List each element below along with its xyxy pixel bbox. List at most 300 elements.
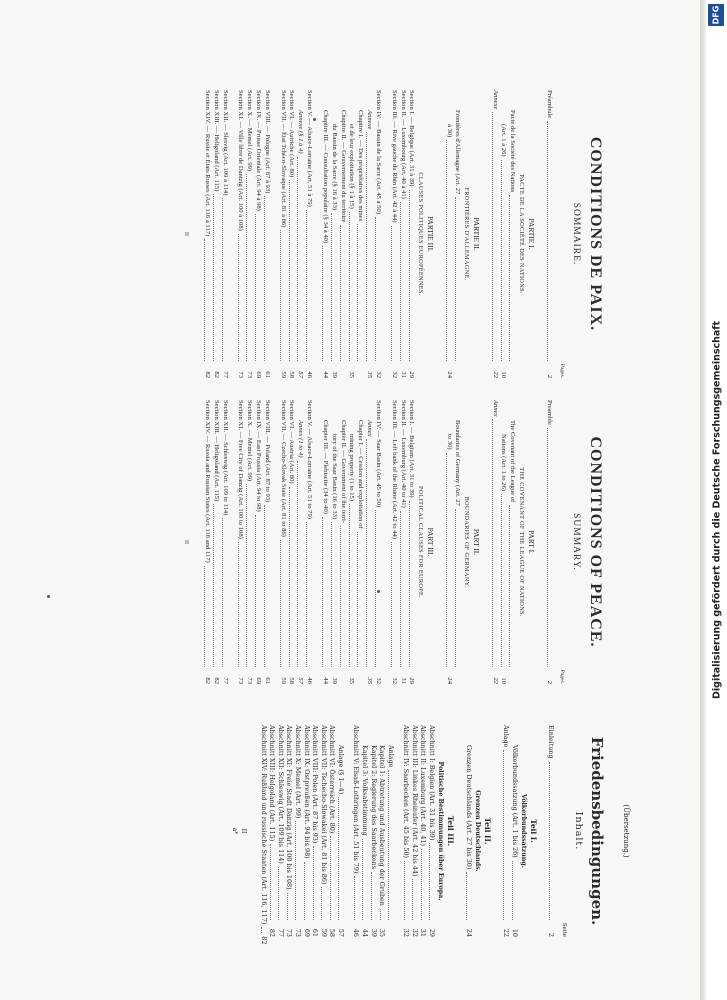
toc-entry-label: Einleitung: [547, 725, 556, 759]
toc-entry: [278, 400, 287, 684]
toc-entry-page: 29: [408, 371, 416, 378]
toc-entry-label: The Covenant of the League of: [509, 420, 517, 503]
toc-entry-label: Section VI. — Austria (Art. 80): [288, 400, 296, 484]
english-title: CONDITIONS OF PEACE.: [587, 436, 604, 648]
toc-entry-page: 31: [399, 677, 407, 684]
german-toc: [259, 725, 556, 945]
toc-entry-page: 82: [268, 928, 277, 937]
english-pages-label: Pages.: [558, 669, 565, 684]
dot-leader: [295, 821, 296, 920]
part-heading: Teil II.: [483, 817, 493, 845]
toc-entry-label: Abschnitt VI: Österreich (Art. 80): [328, 725, 337, 834]
toc-entry-label: mining property (1 to 15): [348, 434, 356, 502]
toc-entry-label: Abschnitt I: Belgien (Art. 31 bis 39): [428, 725, 437, 841]
toc-entry-page: 39: [330, 677, 338, 684]
toc-entry-label: Section X. — Memel (Art. 99): [246, 90, 254, 172]
toc-entry-page: 35: [348, 677, 356, 684]
toc-entry-page: 46: [352, 928, 361, 937]
part-subheading: POLITICAL CLAUSES FOR EUROPE.: [416, 485, 424, 599]
toc-entry: [296, 90, 305, 378]
toc-entry: [320, 90, 329, 378]
dot-leader: [338, 797, 339, 920]
part-heading: PARTIE II.: [471, 217, 481, 251]
toc-entry-label: Section VIII. — Poland (Art. 87 to 93): [263, 400, 271, 503]
dot-leader: [261, 927, 262, 933]
dot-leader: [357, 532, 358, 667]
dot-leader: [349, 504, 350, 667]
part-heading: PART III.: [425, 527, 435, 557]
toc-entry-page: 61: [263, 677, 271, 684]
dot-leader: [455, 509, 456, 667]
toc-entry-page: 31: [419, 928, 428, 937]
dot-leader: [331, 522, 332, 667]
toc-entry-label: Abschnitt IX: Ostpreußen (Art. 94 bis 98): [302, 725, 311, 859]
dot-leader: [429, 843, 430, 920]
toc-entry-page: 44: [321, 371, 329, 378]
toc-entry: [499, 90, 508, 378]
toc-entry-label: Kapitel 1: Abtretung und Ausbeutung der Gruben: [378, 745, 387, 906]
toc-entry-label: to 30): [445, 434, 453, 450]
toc-entry-label: Section I. — Belgium (Art. 31 to 39): [408, 400, 416, 498]
toc-entry: [293, 725, 302, 937]
dot-leader: [306, 210, 307, 361]
toc-entry: [276, 725, 285, 937]
toc-entry-label: Section XIV. — Russia and Russian States (Art. 116 and 117): [203, 400, 211, 563]
toc-entry-page: 58: [328, 928, 337, 937]
toc-entry-page: 32: [410, 928, 419, 937]
toc-entry: [259, 725, 268, 945]
toc-entry: [444, 400, 453, 684]
toc-entry-page: 44: [321, 677, 329, 684]
dot-leader: [222, 518, 223, 667]
toc-entry-page: 2: [546, 680, 554, 684]
toc-entry: [510, 725, 519, 937]
toc-entry-page: 32: [374, 371, 382, 378]
toc-entry-page: 73: [285, 928, 294, 937]
toc-entry: [453, 400, 462, 684]
toc-entry: [453, 90, 462, 378]
toc-entry-label: Section VII. — État Tchéco-Slovaque (Art. 81 à 86): [279, 90, 287, 228]
toc-entry-label: Chapter I. — Cession and exploitation of: [357, 420, 365, 529]
toc-entry-label: Section XIV. — Russie et États Russes (Art. 116 à 117): [203, 90, 211, 237]
dot-leader: [366, 439, 367, 667]
dot-leader: [213, 504, 214, 667]
toc-entry-label: (Art. 1 à 26): [500, 124, 508, 157]
toc-entry: [244, 400, 253, 684]
toc-entry-page: 73: [293, 928, 302, 937]
toc-entry-label: Section X. — Memel (Art. 99): [246, 400, 254, 482]
toc-entry-label: Abschnitt XIV: Rußland und russische Staaten (Art. 116, 117): [259, 725, 268, 925]
toc-entry-page: 22: [491, 371, 499, 378]
toc-entry-page: 46: [306, 677, 314, 684]
dot-leader: [340, 526, 341, 667]
german-subtitle: Inhalt.: [572, 811, 584, 851]
french-summary-column: [182, 90, 612, 378]
toc-entry: [501, 725, 510, 937]
toc-entry-label: Anlage: [386, 745, 395, 768]
toc-entry-page: 73: [246, 371, 254, 378]
toc-entry: [211, 400, 220, 684]
toc-entry-page: 57: [297, 371, 305, 378]
german-signature-mark: a*: [231, 827, 239, 835]
toc-entry: [287, 90, 296, 378]
side-banner-text: Digitalisierung gefördert durch die Deutsche Forschungsgemeinschaft: [711, 321, 723, 699]
toc-entry: [329, 400, 338, 684]
toc-entry: [253, 400, 262, 684]
toc-entry-label: et de leur exploitation (§ 1 à 15): [348, 124, 356, 209]
toc-entry: [304, 400, 313, 684]
toc-entry-page: 59: [319, 928, 328, 937]
toc-entry: [236, 400, 245, 684]
toc-entry-page: 39: [330, 371, 338, 378]
dot-leader: [313, 846, 314, 920]
german-summary-column: [230, 725, 630, 945]
german-heading-note: (Übersetzung.): [622, 804, 630, 858]
scan-speck: [377, 590, 380, 593]
toc-entry-label: Section VII. — Czecho-Slovak State (Art. 81 to 86): [279, 400, 287, 537]
dot-leader: [512, 861, 513, 920]
toc-entry-page: 73: [237, 677, 245, 684]
toc-entry-label: Annex: [491, 400, 499, 417]
toc-entry-label: Frontières d'Allemagne (Art. 27: [454, 110, 462, 195]
toc-entry: [220, 90, 229, 378]
toc-entry-page: 32: [374, 677, 382, 684]
toc-entry: [338, 90, 347, 378]
dot-leader: [289, 487, 290, 667]
toc-entry-label: Abschnitt VIII: Polen (Art. 87 bis 93): [311, 725, 320, 844]
part-heading: PART II.: [471, 528, 481, 556]
dot-leader: [366, 132, 367, 361]
toc-entry-page: 22: [491, 677, 499, 684]
french-subtitle: SOMMAIRE.: [570, 202, 581, 266]
toc-entry: [220, 400, 229, 684]
toc-entry-label: Annexe: [366, 110, 374, 130]
english-toc: [202, 400, 553, 684]
toc-entry-label: Section XIII. — Heligoland (Art. 115): [212, 90, 220, 192]
dot-leader: [492, 112, 493, 361]
toc-entry-page: 24: [445, 371, 453, 378]
toc-entry-label: Abschnitt XIII: Helgoland (Art. 115): [268, 725, 277, 842]
toc-entry-page: 73: [246, 677, 254, 684]
toc-entry-label: Section III. — Left bank of the Rhine (Art. 42 to 44): [390, 400, 398, 539]
toc-entry: [236, 90, 245, 378]
toc-entry-page: 32: [390, 677, 398, 684]
toc-entry: [355, 90, 364, 378]
french-pages-label: Pages.: [558, 363, 565, 378]
dot-leader: [238, 234, 239, 361]
toc-entry-page: 61: [311, 928, 320, 937]
toc-entry-label: Section V. — Alsace-Lorraine (Art. 51 to 79): [306, 400, 314, 519]
dot-leader: [280, 230, 281, 361]
toc-entry: [444, 90, 453, 378]
toc-entry: [304, 90, 313, 378]
toc-entry-page: 24: [445, 677, 453, 684]
toc-entry: [386, 725, 395, 937]
toc-entry-page: 61: [263, 371, 271, 378]
toc-entry-page: 35: [366, 371, 374, 378]
toc-entry-label: Boundaries of Germany (Art. 27: [454, 420, 462, 506]
dot-leader: [222, 198, 223, 361]
toc-entry-page: 69: [255, 677, 263, 684]
toc-entry-page: 10: [500, 371, 508, 378]
dot-leader: [547, 428, 548, 667]
toc-entry: [407, 400, 416, 684]
toc-entry: [268, 725, 277, 937]
toc-entry: [373, 400, 382, 684]
dot-leader: [280, 540, 281, 667]
part-subheading: Völkerbundssatzung.: [519, 794, 527, 868]
german-title: Friedensbedingungen.: [587, 736, 606, 926]
part-subheading: BOUNDARIES OF GERMANY.: [462, 496, 470, 588]
toc-entry-page: 57: [336, 928, 345, 937]
toc-entry-label: Anlage (§ 1—4): [336, 745, 345, 795]
dot-leader: [409, 501, 410, 667]
toc-entry-label: Abschnitt XI: Freie Stadt Danzig (Art. 100 bis 108): [285, 725, 294, 890]
toc-entry-label: Kapitel 3: Volksabstimmung: [361, 745, 370, 836]
toc-entry-label: Chapitre III. — Consultation populaire (§ 34 à 40): [321, 110, 329, 244]
dot-leader: [404, 861, 405, 920]
toc-entry-label: Kapitel 2: Regierung des Saarbeckens: [369, 745, 378, 870]
toc-entry-page: 58: [288, 371, 296, 378]
dot-leader: [238, 542, 239, 667]
scan-speck: [313, 118, 316, 121]
toc-entry-page: 82: [212, 371, 220, 378]
dot-leader: [400, 511, 401, 667]
toc-entry-label: Section IX. — Prusse Orientale (Art. 94 à 98): [255, 90, 263, 211]
scan-speck: [47, 595, 50, 598]
toc-entry-page: 35: [378, 928, 387, 937]
toc-entry: [398, 90, 407, 378]
dot-leader: [298, 157, 299, 361]
toc-entry-label: Section IV. — Saar Basin (Art. 45 to 50): [374, 400, 382, 508]
toc-entry-label: à 30): [445, 124, 453, 138]
german-pages-label: Seite: [560, 922, 567, 937]
toc-entry: [507, 90, 516, 378]
part-subheading: Grenzen Deutschlands.: [474, 790, 482, 872]
part-subheading: FRONTIÈRES D'ALLEMAGNE.: [462, 187, 470, 281]
toc-entry-label: Section IV. — Bassin de la Sarre (Art. 45 à 50): [374, 90, 382, 215]
toc-entry-page: 32: [402, 928, 411, 937]
toc-entry: [338, 400, 347, 684]
part-heading: PART I.: [526, 530, 536, 554]
dot-leader: [322, 246, 323, 361]
toc-entry-label: Section II. — Luxemburg (Art. 40 to 41): [399, 400, 407, 508]
toc-entry-label: Section II. — Luxembourg (Art. 40 à 41): [399, 90, 407, 199]
toc-entry-label: Section IX. — East Prussia (Art. 94 to 98): [255, 400, 263, 512]
dot-leader: [446, 140, 447, 361]
dot-leader: [391, 542, 392, 667]
dot-leader: [264, 196, 265, 361]
dot-leader: [306, 522, 307, 667]
toc-entry: [262, 90, 271, 378]
toc-entry-label: Abschnitt XII: Schleswig (Art. 109 bis 114): [276, 725, 285, 864]
toc-entry-label: Abschnitt IV: Saarbecken (Art. 45 bis 50): [402, 725, 411, 859]
toc-entry-label: Section XII. — Slesvig (Art. 109 à 114): [221, 90, 229, 196]
toc-entry: [328, 725, 337, 937]
toc-entry: [507, 400, 516, 684]
toc-entry-page: 59: [279, 677, 287, 684]
toc-entry-label: Section XIII. — Heligoland (Art. 115): [212, 400, 220, 502]
toc-entry: [202, 90, 211, 378]
part-subheading: THE COVENANT OF THE LEAGUE OF NATIONS.: [517, 467, 525, 617]
toc-entry-label: Abschnitt X: Memel (Art. 99): [293, 725, 302, 819]
toc-entry-page: 77: [221, 371, 229, 378]
toc-entry-page: 35: [348, 371, 356, 378]
dot-leader: [388, 770, 389, 920]
dot-leader: [501, 494, 502, 667]
dot-leader: [246, 174, 247, 361]
part-heading: PARTIE III.: [425, 216, 435, 252]
toc-entry: [320, 400, 329, 684]
toc-entry: [389, 90, 398, 378]
dot-leader: [304, 862, 305, 920]
french-toc: [202, 90, 553, 378]
toc-entry: [211, 90, 220, 378]
part-heading: PARTIE I.: [526, 218, 536, 250]
dot-leader: [331, 213, 332, 361]
toc-entry-page: 39: [369, 928, 378, 937]
dot-leader: [289, 180, 290, 361]
toc-entry: [545, 400, 554, 684]
toc-entry-page: 10: [510, 928, 519, 937]
toc-entry: [347, 90, 356, 378]
toc-entry-label: Préambule: [546, 90, 554, 119]
toc-entry-label: Anlage: [501, 725, 510, 748]
toc-entry: [329, 90, 338, 378]
toc-entry: [499, 400, 508, 684]
toc-entry-page: 69: [302, 928, 311, 937]
toc-entry: [336, 725, 345, 937]
toc-entry: [378, 725, 387, 937]
toc-entry-label: du Bassin de la Sarre (§ 16 à 33): [330, 124, 338, 211]
dot-leader: [501, 160, 502, 361]
toc-entry-page: 10: [500, 677, 508, 684]
toc-entry-page: 46: [306, 371, 314, 378]
toc-entry-label: Pacte de la Société des Nations: [509, 110, 517, 193]
dot-leader: [409, 190, 410, 361]
toc-entry: [364, 90, 373, 378]
toc-entry-page: 31: [399, 371, 407, 378]
dot-leader: [204, 566, 205, 667]
toc-entry-page: 2: [546, 374, 554, 378]
dot-leader: [421, 849, 422, 920]
dfg-logo-icon: [708, 4, 724, 26]
toc-entry-label: Annex: [366, 420, 374, 437]
dot-leader: [549, 762, 550, 920]
toc-entry-label: Annexe: [491, 90, 499, 110]
toc-entry-label: Section V. — Alsace-Lorraine (Art. 51 à 79): [306, 90, 314, 207]
toc-entry-page: 82: [203, 371, 211, 378]
toc-entry-label: Abschnitt II: Luxemburg (Art. 40, 41): [419, 725, 428, 847]
dot-leader: [371, 872, 372, 920]
dot-leader: [466, 872, 467, 920]
dot-leader: [400, 202, 401, 361]
toc-entry-label: Annex (1 to 4): [297, 420, 305, 458]
german-footer: II: [240, 828, 248, 834]
toc-entry: [364, 400, 373, 684]
part-heading: Teil I.: [528, 819, 538, 843]
toc-entry: [490, 90, 499, 378]
toc-entry: [296, 400, 305, 684]
dot-leader: [509, 505, 510, 667]
dot-leader: [298, 461, 299, 667]
toc-entry-label: Section III. — Rive gauche du Rhin (Art. 42 à 44): [390, 90, 398, 223]
dot-leader: [349, 212, 350, 361]
toc-entry-label: Chapitre I. — Des propriétaires des mines: [357, 110, 365, 222]
toc-entry-page: 82: [212, 677, 220, 684]
toc-entry-page: 35: [366, 677, 374, 684]
toc-entry-label: Abschnitt VII: Tschecho-Slowakei (Art. 81 bis 86): [319, 725, 328, 885]
toc-entry: [398, 400, 407, 684]
dot-leader: [503, 750, 504, 920]
toc-entry: [302, 725, 311, 937]
toc-entry: [407, 90, 416, 378]
toc-entry-page: 59: [279, 371, 287, 378]
toc-entry: [464, 725, 473, 937]
french-title: CONDITIONS DE PAIX.: [587, 136, 604, 332]
toc-entry: [490, 400, 499, 684]
toc-entry-page: 24: [465, 928, 473, 937]
toc-entry: [419, 725, 428, 937]
dot-leader: [375, 217, 376, 361]
english-summary-column: [182, 400, 612, 684]
dot-leader: [213, 194, 214, 361]
toc-entry-page: 32: [390, 371, 398, 378]
dot-leader: [246, 484, 247, 667]
toc-entry: [369, 725, 378, 937]
toc-entry: [319, 725, 328, 937]
toc-entry-label: Section VI. — Autriche (Art. 80): [288, 90, 296, 178]
toc-entry-page: 29: [428, 928, 437, 937]
toc-entry-page: 73: [237, 371, 245, 378]
french-footer: II: [183, 232, 190, 236]
toc-entry-label: Grenzen Deutschlands (Art. 27 bis 30): [465, 745, 473, 870]
dot-leader: [492, 419, 493, 667]
dot-leader: [330, 836, 331, 920]
toc-entry-page: 77: [276, 928, 285, 937]
dot-leader: [509, 195, 510, 361]
toc-entry: [373, 90, 382, 378]
toc-entry-label: Abschnitt V: Elsaß-Lothringen (Art. 51 bis 79): [352, 725, 361, 874]
toc-entry: [545, 90, 554, 378]
toc-entry: [347, 400, 356, 684]
toc-entry-page: 57: [297, 677, 305, 684]
dot-leader: [455, 197, 456, 361]
toc-entry: [287, 400, 296, 684]
toc-entry: [244, 90, 253, 378]
toc-entry: [360, 725, 369, 937]
toc-entry-label: Section XII. — Schleswig (Art. 109 to 114): [221, 400, 229, 516]
dot-leader: [270, 844, 271, 920]
toc-entry-label: Chapter III. — Plebiscite (34 to 40): [321, 420, 329, 514]
toc-entry-page: 77: [221, 677, 229, 684]
toc-entry-page: 58: [288, 677, 296, 684]
toc-entry: [285, 725, 294, 937]
toc-entry-label: Abschnitt III: Linkes Rheinufer (Art. 42 bis 44): [410, 725, 419, 877]
part-subheading: Politische Bestimmungen über Europa.: [437, 761, 445, 901]
toc-entry: [311, 725, 320, 937]
part-subheading: CLAUSES POLITIQUES EUROPÉENNES.: [416, 172, 424, 296]
dot-leader: [446, 453, 447, 667]
dot-leader: [362, 839, 363, 920]
dot-leader: [255, 214, 256, 361]
dot-leader: [322, 517, 323, 667]
toc-entry-label: Chapitre II. — Gouvernement du territoire: [339, 110, 347, 223]
dot-leader: [375, 510, 376, 667]
dot-leader: [380, 909, 381, 920]
toc-entry-page: 44: [361, 928, 370, 937]
toc-entry-label: Völkerbundssatzung (Art. 1 bis 26): [510, 745, 519, 858]
